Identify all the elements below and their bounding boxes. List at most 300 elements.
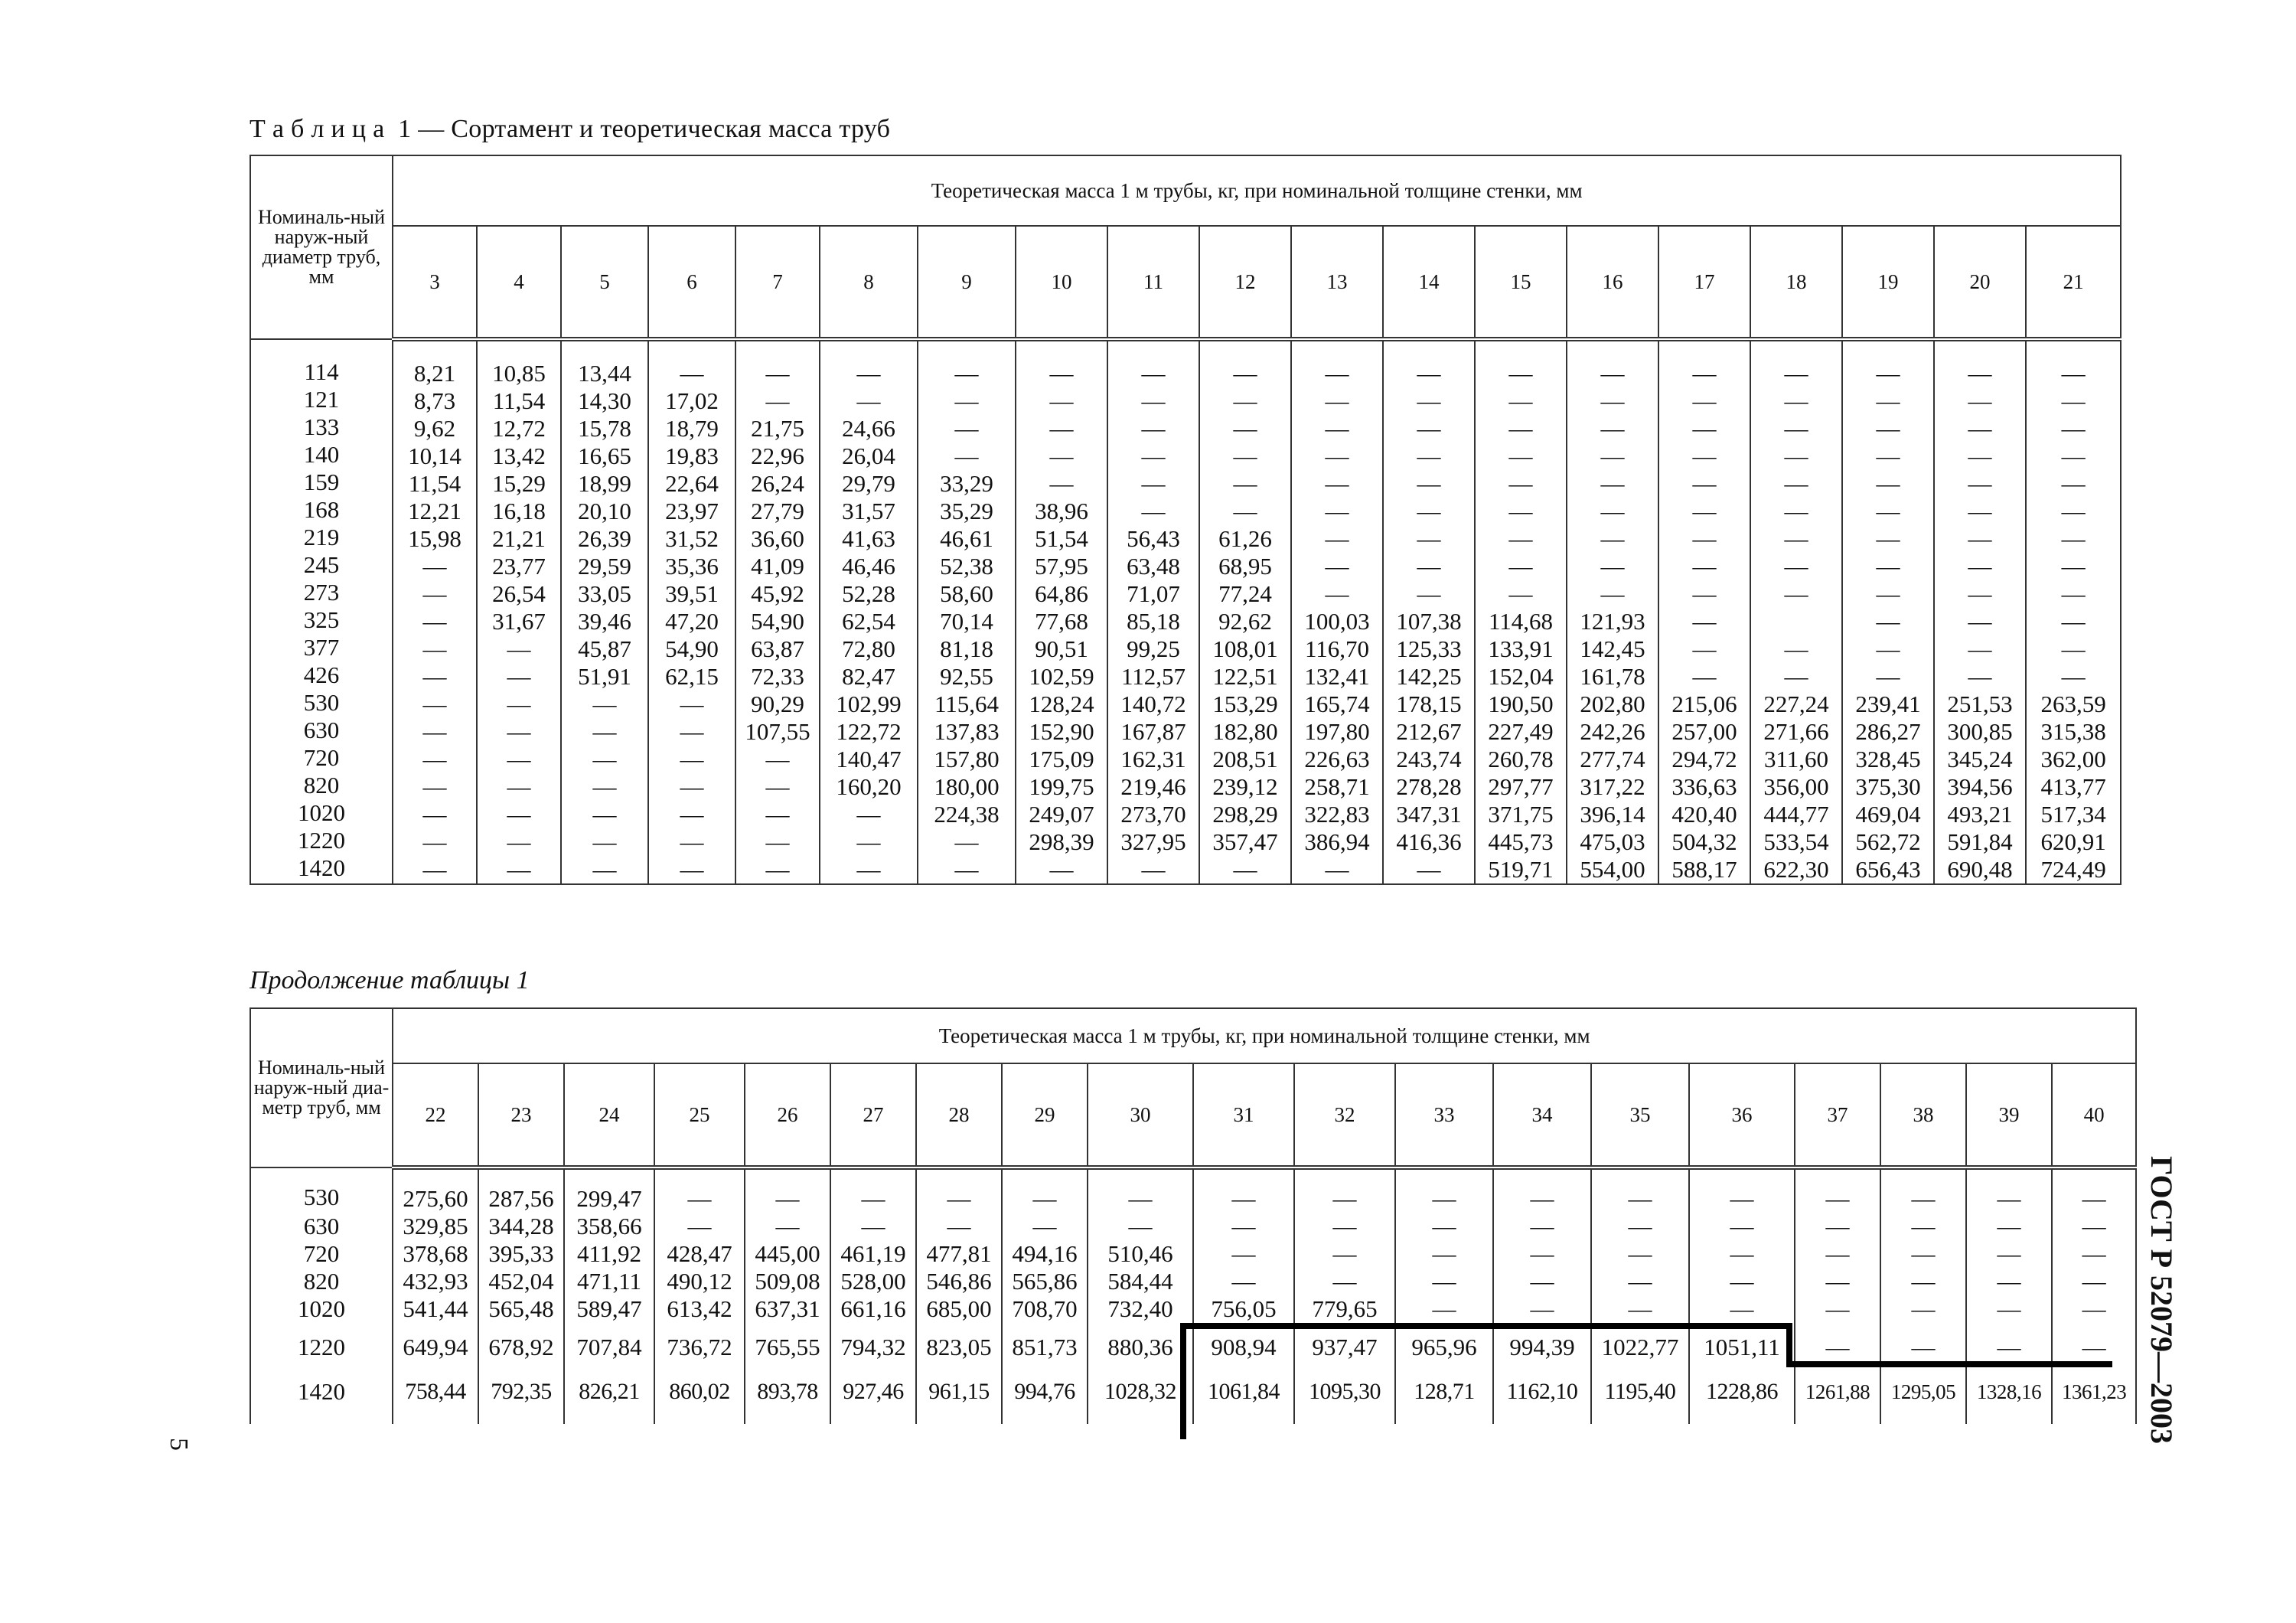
mass-cell: 1295,05 — [1880, 1367, 1966, 1424]
mass-value: — — [422, 580, 447, 607]
mass-value: — — [1692, 608, 1717, 635]
mass-value: 51,91 — [578, 663, 631, 690]
mass-value: — — [954, 415, 979, 442]
mass-cell: 287,56 — [478, 1167, 564, 1213]
mass-cell: — — [1395, 1268, 1493, 1295]
mass-value: 102,99 — [836, 691, 902, 717]
mass-cell: 1228,86 — [1689, 1367, 1795, 1424]
mass-value: — — [1600, 553, 1625, 580]
wall-thickness-header: 17 — [1658, 226, 1750, 339]
mass-value: 82,47 — [842, 663, 895, 690]
mass-value: 11,54 — [408, 470, 461, 497]
mass-cell: — — [1966, 1167, 2052, 1213]
mass-cell: — — [916, 1213, 1002, 1240]
mass-value: 31,57 — [842, 498, 895, 524]
mass-column-header: Теоретическая масса 1 м трубы, кг, при номинальной толщине стенки, мм — [393, 155, 2121, 226]
mass-value: 357,47 — [1212, 828, 1278, 855]
mass-value: — — [680, 746, 704, 772]
mass-value: 142,25 — [1396, 663, 1462, 690]
mass-cell: — — [1795, 1323, 1880, 1367]
wall-thickness-header: 5 — [561, 226, 648, 339]
mass-cell: 685,00 — [916, 1295, 1002, 1323]
boundary-line-horizontal-top — [1180, 1323, 1792, 1329]
mass-value: 9,62 — [413, 415, 456, 442]
mass-value: 24,66 — [842, 415, 895, 442]
mass-value: — — [1417, 553, 1441, 580]
mass-value: 108,01 — [1212, 635, 1278, 662]
mass-cell: 1022,77 — [1591, 1323, 1689, 1367]
mass-value: 26,39 — [578, 525, 631, 552]
mass-value: 18,99 — [578, 470, 631, 497]
mass-value: — — [2061, 360, 2086, 387]
wall-thickness-header: 10 — [1016, 226, 1107, 339]
mass-value: — — [1784, 663, 1808, 690]
mass-value: — — [856, 360, 881, 387]
mass-value: — — [1692, 415, 1717, 442]
mass-value: 386,94 — [1304, 828, 1370, 855]
mass-cell: 452,04 — [478, 1268, 564, 1295]
mass-value: 239,41 — [1855, 691, 1921, 717]
mass-cell: — — [1966, 1268, 2052, 1295]
mass-column-cell — [1107, 339, 1199, 884]
mass-value: — — [1692, 525, 1717, 552]
mass-value: — — [507, 856, 531, 883]
mass-value: — — [856, 856, 881, 883]
mass-cell: 546,86 — [916, 1268, 1002, 1295]
mass-value: — — [1325, 387, 1349, 414]
mass-value: 35,29 — [940, 498, 993, 524]
mass-cell: 937,47 — [1294, 1323, 1395, 1367]
mass-cell: 613,42 — [654, 1295, 745, 1323]
mass-value: — — [1692, 387, 1717, 414]
mass-value: — — [954, 856, 979, 883]
mass-value: 591,84 — [1947, 828, 2013, 855]
mass-value: — — [422, 746, 447, 772]
mass-cell: 792,35 — [478, 1367, 564, 1424]
mass-value: 22,96 — [751, 442, 804, 469]
mass-cell: 961,15 — [916, 1367, 1002, 1424]
mass-value: — — [2061, 498, 2086, 524]
mass-value: 62,15 — [665, 663, 719, 690]
mass-cell: 358,66 — [564, 1213, 654, 1240]
mass-cell: 589,47 — [564, 1295, 654, 1323]
mass-value: 92,62 — [1218, 608, 1272, 635]
mass-value: — — [1233, 856, 1257, 883]
mass-value: — — [592, 773, 617, 800]
mass-value: 11,54 — [492, 387, 546, 414]
mass-value: 8,73 — [413, 387, 456, 414]
mass-value: — — [1600, 387, 1625, 414]
diameter-value: 377 — [303, 634, 340, 661]
diameter-value: 114 — [304, 358, 339, 385]
wall-thickness-header: 20 — [1934, 226, 2026, 339]
mass-value: 33,29 — [940, 470, 993, 497]
mass-value: — — [1876, 442, 1900, 469]
mass-cell: — — [1591, 1167, 1689, 1213]
diameter-value: 245 — [303, 551, 340, 578]
mass-value: 56,43 — [1127, 525, 1180, 552]
mass-value: — — [1876, 387, 1900, 414]
mass-column-cell — [1475, 339, 1567, 884]
mass-value: 152,90 — [1029, 718, 1094, 745]
mass-value: 115,64 — [934, 691, 1000, 717]
mass-cell: — — [1689, 1213, 1795, 1240]
mass-value: — — [1784, 580, 1808, 607]
mass-value: 92,55 — [940, 663, 993, 690]
mass-value: 362,00 — [2040, 746, 2106, 772]
mass-value: — — [2061, 580, 2086, 607]
mass-value: — — [1784, 470, 1808, 497]
mass-cell: — — [1395, 1213, 1493, 1240]
mass-cell: 1051,11 — [1689, 1323, 1795, 1367]
mass-value: — — [1325, 580, 1349, 607]
mass-value: — — [1141, 442, 1166, 469]
mass-cell: 736,72 — [654, 1323, 745, 1367]
mass-cell: 565,48 — [478, 1295, 564, 1323]
wall-thickness-header: 35 — [1591, 1063, 1689, 1167]
mass-value: — — [1325, 360, 1349, 387]
mass-cell: 678,92 — [478, 1323, 564, 1367]
mass-value: 413,77 — [2040, 773, 2106, 800]
mass-value: 26,54 — [492, 580, 546, 607]
mass-value: 19,83 — [665, 442, 719, 469]
mass-column-cell — [1934, 339, 2026, 884]
diameter-value: 1020 — [298, 799, 345, 826]
mass-value: 396,14 — [1580, 801, 1645, 828]
mass-cell: — — [916, 1167, 1002, 1213]
mass-value: 160,20 — [836, 773, 902, 800]
mass-cell: — — [1689, 1167, 1795, 1213]
mass-value: — — [1968, 360, 1992, 387]
mass-value: 23,77 — [492, 553, 546, 580]
mass-value: — — [1325, 498, 1349, 524]
mass-value: 33,05 — [578, 580, 631, 607]
mass-value: — — [592, 691, 617, 717]
mass-cell: — — [654, 1167, 745, 1213]
mass-cell: 344,28 — [478, 1213, 564, 1240]
mass-value: — — [1049, 442, 1074, 469]
mass-value: 132,41 — [1304, 663, 1370, 690]
mass-value — [1751, 608, 1841, 635]
mass-column-cell — [2026, 339, 2121, 884]
wall-thickness-header: 12 — [1199, 226, 1291, 339]
wall-thickness-header: 8 — [820, 226, 918, 339]
mass-value: — — [1600, 498, 1625, 524]
mass-cell: 823,05 — [916, 1323, 1002, 1367]
mass-value: — — [1508, 580, 1533, 607]
mass-value: — — [2061, 442, 2086, 469]
mass-value: 656,43 — [1855, 856, 1921, 883]
mass-cell: 299,47 — [564, 1167, 654, 1213]
mass-value: 71,07 — [1127, 580, 1180, 607]
mass-value: — — [507, 801, 531, 828]
mass-value: 23,97 — [665, 498, 719, 524]
mass-cell: — — [1966, 1240, 2052, 1268]
mass-cell: — — [2052, 1323, 2136, 1367]
mass-cell: 965,96 — [1395, 1323, 1493, 1367]
mass-value: 317,22 — [1580, 773, 1645, 800]
wall-thickness-header: 3 — [393, 226, 477, 339]
mass-value: 128,24 — [1029, 691, 1094, 717]
wall-thickness-header: 37 — [1795, 1063, 1880, 1167]
wall-thickness-header: 14 — [1383, 226, 1475, 339]
mass-value: 153,29 — [1212, 691, 1278, 717]
mass-cell: 432,93 — [393, 1268, 478, 1295]
mass-value: 12,21 — [408, 498, 461, 524]
mass-value: 122,51 — [1212, 663, 1278, 690]
mass-value: 13,42 — [492, 442, 546, 469]
mass-value: 475,03 — [1580, 828, 1645, 855]
mass-cell: 994,76 — [1002, 1367, 1088, 1424]
mass-value: 45,87 — [578, 635, 631, 662]
diameter-value: 1220 — [298, 827, 345, 854]
mass-value: 690,48 — [1947, 856, 2013, 883]
mass-value: 15,98 — [408, 525, 461, 552]
mass-value: 77,68 — [1035, 608, 1088, 635]
table1-caption: Т а б л и ц а 1 — Сортамент и теоретическая масса труб — [249, 115, 891, 143]
table1-continuation-caption: Продолжение таблицы 1 — [249, 966, 530, 994]
mass-value: 64,86 — [1035, 580, 1088, 607]
wall-thickness-header: 27 — [830, 1063, 916, 1167]
diameter-value: 133 — [303, 413, 340, 440]
mass-value: 273,70 — [1120, 801, 1186, 828]
mass-value: — — [765, 856, 790, 883]
mass-cell: 826,21 — [564, 1367, 654, 1424]
mass-value: — — [2061, 553, 2086, 580]
mass-value: 416,36 — [1396, 828, 1462, 855]
mass-value: 18,79 — [665, 415, 719, 442]
mass-value: — — [1784, 525, 1808, 552]
mass-value: 152,04 — [1488, 663, 1554, 690]
mass-value: — — [1968, 442, 1992, 469]
diameter-value: 159 — [303, 469, 340, 495]
diameter-value: 530 — [303, 689, 340, 716]
mass-value: — — [1233, 498, 1257, 524]
mass-value: 249,07 — [1029, 801, 1094, 828]
mass-value: — — [1692, 498, 1717, 524]
mass-cell: 490,12 — [654, 1268, 745, 1295]
mass-value: — — [1508, 525, 1533, 552]
mass-cell: 994,39 — [1493, 1323, 1591, 1367]
mass-cell: — — [654, 1213, 745, 1240]
mass-value: 70,14 — [940, 608, 993, 635]
mass-cell: 528,00 — [830, 1268, 916, 1295]
mass-value: — — [1968, 608, 1992, 635]
mass-value: 167,87 — [1120, 718, 1186, 745]
pipe-mass-table — [249, 155, 2122, 885]
mass-value: 54,90 — [751, 608, 804, 635]
mass-cell: — — [1493, 1167, 1591, 1213]
mass-value: — — [422, 691, 447, 717]
wall-thickness-header: 11 — [1107, 226, 1199, 339]
wall-thickness-header: 13 — [1291, 226, 1383, 339]
mass-value: 90,29 — [751, 691, 804, 717]
mass-cell: — — [745, 1167, 830, 1213]
mass-value: 31,52 — [665, 525, 719, 552]
wall-thickness-header: 30 — [1088, 1063, 1193, 1167]
mass-column-cell — [477, 339, 561, 884]
mass-value: 137,83 — [934, 718, 1000, 745]
mass-cell: — — [2052, 1213, 2136, 1240]
mass-value: — — [1968, 635, 1992, 662]
mass-column-cell — [561, 339, 648, 884]
mass-value: 286,27 — [1855, 718, 1921, 745]
mass-value: — — [422, 828, 447, 855]
mass-value: 47,20 — [665, 608, 719, 635]
mass-value: — — [422, 718, 447, 745]
mass-value: — — [1876, 635, 1900, 662]
mass-value: 554,00 — [1580, 856, 1645, 883]
mass-cell: 708,70 — [1002, 1295, 1088, 1323]
mass-cell: — — [2052, 1268, 2136, 1295]
wall-thickness-header: 33 — [1395, 1063, 1493, 1167]
mass-cell: 707,84 — [564, 1323, 654, 1367]
mass-value: — — [1508, 387, 1533, 414]
mass-value: 197,80 — [1304, 718, 1370, 745]
mass-value: 142,45 — [1580, 635, 1645, 662]
mass-value: — — [1325, 553, 1349, 580]
mass-value: 35,36 — [665, 553, 719, 580]
mass-column-cell — [1567, 339, 1658, 884]
wall-thickness-header: 29 — [1002, 1063, 1088, 1167]
mass-value: — — [765, 360, 790, 387]
mass-value: 208,51 — [1212, 746, 1278, 772]
mass-cell: 756,05 — [1193, 1295, 1294, 1323]
mass-cell: — — [1966, 1323, 2052, 1367]
mass-value: 345,24 — [1947, 746, 2013, 772]
diameter-value: 325 — [303, 606, 340, 633]
mass-value: 199,75 — [1029, 773, 1094, 800]
mass-cell: — — [1591, 1213, 1689, 1240]
mass-cell: 275,60 — [393, 1167, 478, 1213]
mass-value: — — [507, 746, 531, 772]
mass-value: — — [592, 801, 617, 828]
mass-value: 17,02 — [665, 387, 719, 414]
mass-cell: — — [1591, 1240, 1689, 1268]
mass-value: 41,63 — [842, 525, 895, 552]
mass-value: 298,39 — [1029, 828, 1094, 855]
mass-cell: 927,46 — [830, 1367, 916, 1424]
mass-value: — — [1508, 553, 1533, 580]
wall-thickness-header: 32 — [1294, 1063, 1395, 1167]
mass-value: — — [1600, 525, 1625, 552]
mass-cell: — — [1294, 1167, 1395, 1213]
mass-cell: — — [1294, 1240, 1395, 1268]
mass-value: — — [765, 773, 790, 800]
mass-value: 21,75 — [751, 415, 804, 442]
wall-thickness-header: 26 — [745, 1063, 830, 1167]
mass-value: — — [1876, 608, 1900, 635]
mass-cell: 509,08 — [745, 1268, 830, 1295]
mass-cell: 893,78 — [745, 1367, 830, 1424]
mass-value: 16,65 — [578, 442, 631, 469]
mass-value: 162,31 — [1120, 746, 1186, 772]
mass-value: 52,38 — [940, 553, 993, 580]
mass-cell: 477,81 — [916, 1240, 1002, 1268]
mass-value: 278,28 — [1396, 773, 1462, 800]
mass-value: — — [592, 856, 617, 883]
mass-value: — — [1325, 856, 1349, 883]
mass-value: 26,04 — [842, 442, 895, 469]
mass-value: 375,30 — [1855, 773, 1921, 800]
mass-column-cell — [1291, 339, 1383, 884]
mass-value: 102,59 — [1029, 663, 1094, 690]
mass-value: 394,56 — [1947, 773, 2013, 800]
mass-value: 271,66 — [1763, 718, 1829, 745]
wall-thickness-header: 38 — [1880, 1063, 1966, 1167]
mass-value: — — [1417, 360, 1441, 387]
diameter-value: 820 — [303, 772, 340, 798]
mass-value: 63,48 — [1127, 553, 1180, 580]
mass-cell: — — [1088, 1167, 1193, 1213]
mass-value: 140,72 — [1120, 691, 1186, 717]
table-row — [250, 1167, 2136, 1213]
mass-value: — — [507, 691, 531, 717]
mass-value: 15,78 — [578, 415, 631, 442]
mass-cell: 758,44 — [393, 1367, 478, 1424]
mass-value: — — [1692, 360, 1717, 387]
wall-thickness-header: 4 — [477, 226, 561, 339]
mass-value: 29,59 — [578, 553, 631, 580]
mass-value: — — [422, 553, 447, 580]
mass-value: 322,83 — [1304, 801, 1370, 828]
mass-cell: 411,92 — [564, 1240, 654, 1268]
mass-cell: 1361,23 — [2052, 1367, 2136, 1424]
mass-cell: 851,73 — [1002, 1323, 1088, 1367]
mass-cell: — — [1880, 1167, 1966, 1213]
mass-value: — — [1508, 360, 1533, 387]
mass-value: 257,00 — [1671, 718, 1737, 745]
mass-cell: — — [1002, 1167, 1088, 1213]
mass-value: 125,33 — [1396, 635, 1462, 662]
mass-value: 258,71 — [1304, 773, 1370, 800]
mass-value: 622,30 — [1763, 856, 1829, 883]
mass-value: — — [1876, 580, 1900, 607]
mass-cell: — — [1193, 1167, 1294, 1213]
mass-value: — — [1417, 498, 1441, 524]
wall-thickness-header: 39 — [1966, 1063, 2052, 1167]
diameter-value: 168 — [303, 496, 340, 523]
mass-value: — — [1141, 470, 1166, 497]
mass-value: — — [1049, 415, 1074, 442]
mass-cell: — — [1689, 1240, 1795, 1268]
mass-value: 63,87 — [751, 635, 804, 662]
mass-value: — — [422, 608, 447, 635]
mass-value: — — [1141, 415, 1166, 442]
mass-value: 12,72 — [492, 415, 546, 442]
wall-thickness-header: 40 — [2052, 1063, 2136, 1167]
mass-value: — — [1968, 387, 1992, 414]
mass-value: — — [1784, 498, 1808, 524]
mass-value: 239,12 — [1212, 773, 1278, 800]
mass-cell: — — [1395, 1240, 1493, 1268]
wall-thickness-header: 36 — [1689, 1063, 1795, 1167]
mass-value: — — [507, 663, 531, 690]
mass-cell: — — [1002, 1213, 1088, 1240]
boundary-line-vertical-left — [1180, 1323, 1186, 1439]
wall-thickness-header: 7 — [735, 226, 820, 339]
mass-cell: 1328,16 — [1966, 1367, 2052, 1424]
mass-value: — — [1600, 442, 1625, 469]
mass-value: — — [422, 635, 447, 662]
mass-value: — — [1784, 442, 1808, 469]
mass-value: — — [1876, 360, 1900, 387]
mass-value: 620,91 — [2040, 828, 2106, 855]
diameter-cell — [250, 339, 393, 884]
mass-value: — — [422, 773, 447, 800]
mass-value: — — [680, 773, 704, 800]
mass-value: — — [1968, 415, 1992, 442]
